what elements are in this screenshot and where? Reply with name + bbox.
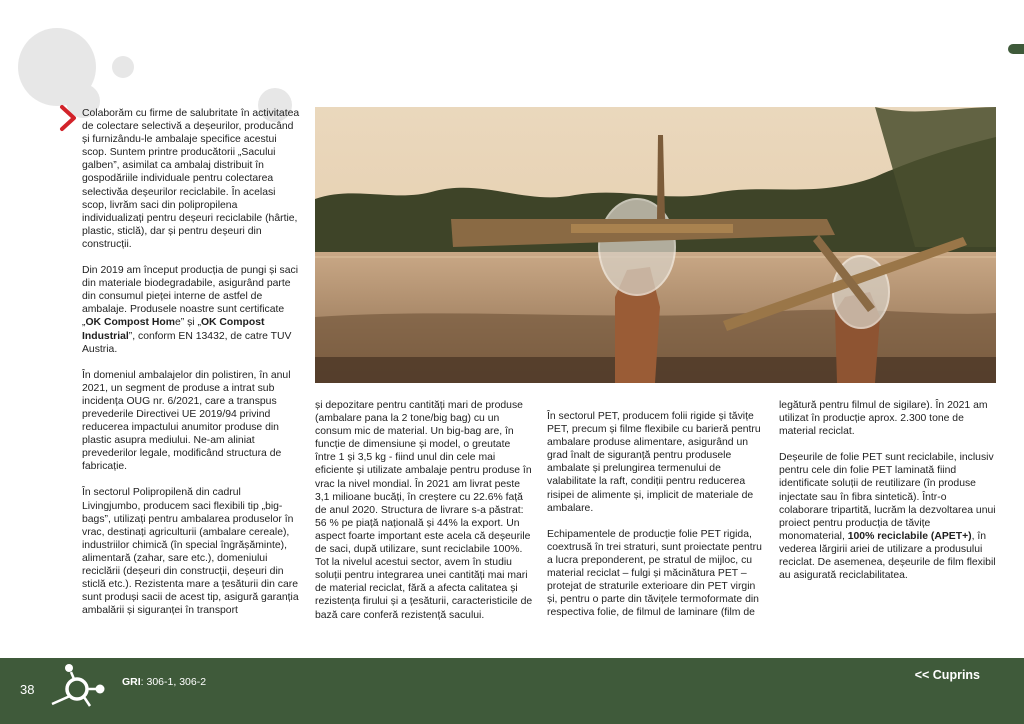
paragraph-biodegradable [82, 264, 300, 356]
text-column-3 [547, 410, 765, 632]
text-segment: ”, conform EN 13432, de catre TUV Austria. [82, 330, 292, 355]
paragraph-polypropylene: În sectorul Polipropilenă din cadrul Livingjumbo, producem saci flexibili tip „big-bags”, utilizați pentru ambalarea produselor în vrac, destinați agriculturii (ambalare cereale), industriilor chimică (în special îngrășăminte), alimentară (zahar, sare etc.), domeniului reciclării (deșeuri din construcții, deșeuri din sticlă etc.). Rezistenta mare a țesăturii din care sunt produși sacii de acest tip, asigură garanția ambalării și siguranței în transport [82, 487, 299, 617]
certificate-name: OK Compost Industrial [82, 317, 265, 342]
paragraph-pet-equipment: Echipamentele de producție folie PET rigida, coextrusă în trei straturi, sunt proiectate pentru a lucra preponderent, pe stratul de mijloc, cu material reciclat – fulgi și măcinătura PET – protejat de straturile exterioare din PET virgin și, pentru o parte din tăvițele termoformate din respectiva folie, de filmul de laminare (film de [547, 528, 762, 619]
text-segment: , în vederea lărgirii ariei de utilizare a produsului reciclat. De asemenea, deșeurile de film flexibil au asigurată reciclabilitatea. [779, 530, 996, 582]
text-segment: e” și „ [174, 317, 201, 329]
footer-bar [0, 658, 1024, 724]
paragraph-recycled-material: legătură pentru filmul de sigilare). În 2021 am utilizat în producție aprox. 2.300 tone de material reciclat. [779, 400, 988, 438]
paragraph-polystyrene: În domeniul ambalajelor din polistiren, în anul 2021, un segment de produse a intrat sub incidența OUG nr. 6/2021, care a transpus prevederile Directivei UE 2019/94 privind reducerea impactului anumitor produse din plastic asupra mediului. Ne-am aliniat prevederilor legale, modificând structura de fabricație. [82, 369, 291, 473]
gri-label: GRI [122, 676, 141, 688]
text-segment: Din 2019 am început producția de pungi și saci din materiale biodegradabile, asigurând parte din consumul pieței interne de astfel de ambalaje. Produsele noastre sunt certificate „ [82, 265, 299, 329]
paragraph-pet-sector: În sectorul PET, producem folii rigide și tăvițe PET, precum și filme flexibile cu barieră pentru ambalare produse alimentare, asigurând un grad înalt de siguranță pentru produsele ambalate și prelungirea termenului de valabilitate la raft, condiții pentru reducerea risipei de alimente și, implicit de materiale de ambalare. [547, 411, 761, 514]
page-number: 38 [20, 682, 35, 697]
gri-value: : 306-1, 306-2 [140, 676, 207, 688]
airplane-bottles-photo [315, 107, 996, 383]
certificate-name: OK Compost Hom [85, 317, 175, 329]
paragraph-selective-collection: Colaborăm cu firme de salubritate în activitatea de colectare selectivă a deșeurilor, producând și furnizându-le ambalaje specifice acestui scop. Suntem printre producătorii „Sacului galben”, asimilat ca ambalaj distribuit în gospodăriile individuale pentru colectarea selectivăa deșeurilor reciclabile. În acelasi scop, livrăm saci din polipropilena individualizați pentru deșeuri reciclabile (hârtie, plastic, sticlă), dar și pentru deșeuri din construcții. [82, 108, 300, 250]
decor-circle-tiny [112, 56, 134, 78]
text-segment: Deșeurile de folie PET sunt reciclabile, inclusiv pentru cele din folie PET laminată fiind identificate soluții de reutilizare (în produse injectate sau în fibra sintetică). Într-o colaborare tripartită, lucrăm la dezvoltarea unui proiect pentru producția de tăvițe monomaterial, [779, 452, 996, 542]
table-of-contents-link[interactable]: << Cuprins [914, 668, 980, 682]
photo-illustration [315, 107, 996, 383]
text-column-2 [315, 399, 533, 635]
network-logo-icon [44, 660, 110, 710]
gri-reference [122, 676, 206, 688]
paragraph-pet-recyclable [779, 451, 997, 582]
emphasis-text: 100% reciclabile (APET+) [847, 530, 972, 542]
chevron-right-icon [58, 104, 80, 132]
paragraph-big-bags: și depozitare pentru cantități mari de produse (ambalare pana la 2 tone/big bag) cu un consum mic de material. Un big-bag are, în funcție de dimensiune și model, o greutate între 1 și 3,5 kg - fiind unul din cele mai eficiente și utilizate ambalaje pentru produse în vrac la nivel mondial. În 2021 am livrat peste 3,1 milioane bucăți, în creștere cu 22.6% față de anul 2020. Structura de livrare s-a păstrat: 56 % pe piață națională și 44% la export. Un aspect foarte important este acela că deșeurile de saci, după utilizare, sunt reciclabile 100%. Tot la nivelul acestui sector, avem în studiu soluții pentru integrarea unei cantități mai mari de material reciclat, fără a afecta calitatea și rezistența firului și a țesăturii, caracteristicile de bază care conferă rezistență sacului. [315, 400, 533, 621]
text-column-1 [82, 107, 300, 630]
section-tab-marker [1008, 44, 1024, 54]
text-column-4 [779, 399, 997, 595]
